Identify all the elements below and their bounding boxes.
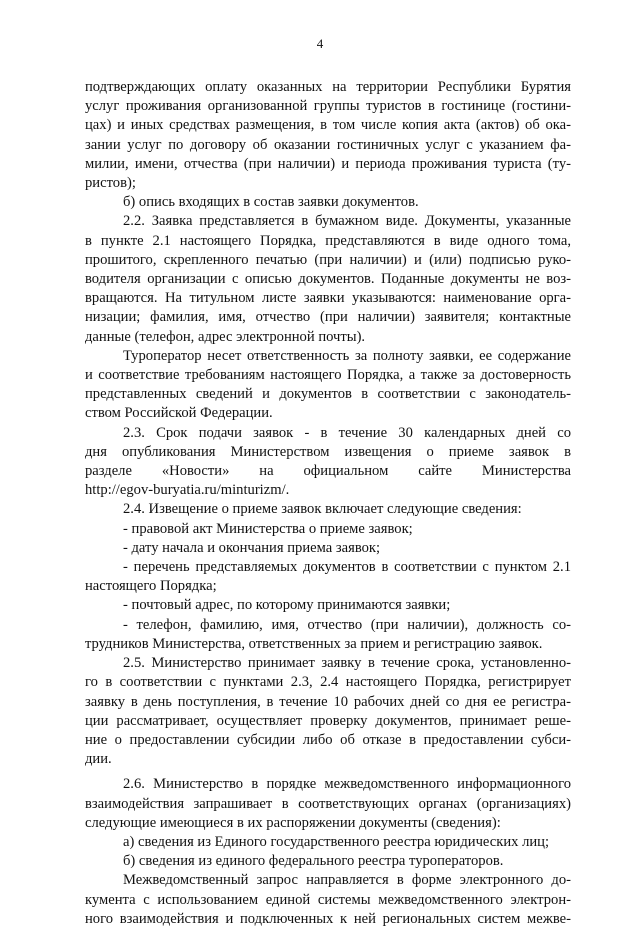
text-line: милии, имени, отчества (при наличии) и периода проживания туриста (ту-	[85, 155, 571, 172]
text-line: ние о предоставлении субсидии либо об отказе в предоставлении субси-	[85, 731, 571, 748]
text-line: данные (телефон, адрес электронной почты).	[85, 328, 366, 345]
text-line: 2.2. Заявка представляется в бумажном виде. Документы, указанные	[123, 213, 571, 230]
text-line: 2.4. Извещение о приеме заявок включает следующие сведения:	[123, 501, 522, 518]
text-line: цах) и иных средствах размещения, в том числе копия акта (актов) об ока-	[85, 117, 571, 134]
text-line: ристов);	[85, 175, 136, 192]
text-line: - дату начала и окончания приема заявок;	[123, 539, 381, 556]
text-line: 2.5. Министерство принимает заявку в течение срока, установленно-	[123, 655, 571, 672]
text-line: ством Российской Федерации.	[85, 405, 273, 422]
text-line: а) сведения из Единого государственного реестра юридических лиц;	[123, 833, 550, 850]
text-line: - правовой акт Министерства о приеме заявок;	[123, 520, 413, 537]
text-line: низации; фамилия, имя, отчество (при наличии) заявителя; контактные	[85, 309, 571, 326]
text-line: в пункте 2.1 настоящего Порядка, представляются в виде одного тома,	[85, 232, 571, 249]
text-line: прошитого, скрепленного печатью (при наличии) и (или) подписью руко-	[85, 251, 571, 268]
text-line: б) сведения из единого федерального реестра туроператоров.	[123, 853, 504, 870]
text-line: го в соответствии с пунктами 2.3, 2.4 настоящего Порядка, регистрирует	[85, 674, 571, 691]
text-line: ции рассматривает, осуществляет проверку документов, принимает реше-	[85, 712, 571, 729]
text-line: заявку в день поступления, в течение 10 рабочих дней со дня ее регистра-	[85, 693, 571, 710]
text-line: 2.6. Министерство в порядке межведомственного информационного	[123, 776, 571, 793]
text-line: - перечень представляемых документов в соответствии с пунктом 2.1	[123, 559, 571, 576]
text-line: дии.	[85, 751, 112, 768]
text-line: трудников Министерства, ответственных за прием и регистрацию заявок.	[85, 635, 543, 652]
text-line: вращаются. На титульном листе заявки указываются: наименование орга-	[85, 290, 571, 307]
text-line: зании услуг по договору об оказании гостиничных услуг с указанием фа-	[85, 136, 571, 153]
document-body	[85, 78, 571, 929]
text-line: и соответствие требованиям настоящего Порядка, а также за достоверность	[85, 367, 571, 384]
text-line: представленных сведений и документов в соответствии с законодатель-	[85, 386, 571, 403]
text-line: Межведомственный запрос направляется в форме электронного до-	[123, 872, 571, 889]
text-line: следующие имеющиеся в их распоряжении документы (сведения):	[85, 814, 501, 831]
text-line: кумента с использованием единой системы межведомственного электрон-	[85, 891, 571, 908]
text-line: - почтовый адрес, по которому принимаются заявки;	[123, 597, 451, 614]
text-line: услуг проживания организованной группы туристов в гостинице (гостини-	[85, 98, 571, 115]
text-line: разделе «Новости» на официальном сайте Министерства	[85, 463, 571, 480]
text-line: настоящего Порядка;	[85, 578, 217, 595]
text-line: ного взаимодействия и подключенных к ней региональных систем межве-	[85, 910, 571, 927]
text-line: Туроператор несет ответственность за полноту заявки, ее содержание	[123, 347, 571, 364]
page-number: 4	[316, 36, 324, 51]
text-line: дня опубликования Министерством извещения о приеме заявок в	[85, 443, 571, 460]
text-line: 2.3. Срок подачи заявок - в течение 30 календарных дней со	[123, 424, 571, 441]
text-line: http://egov-buryatia.ru/minturizm/.	[85, 482, 290, 499]
text-line: водителя организации с описью документов. Поданные документы не воз-	[85, 271, 571, 288]
text-line: б) опись входящих в состав заявки документов.	[123, 194, 419, 211]
text-line: взаимодействия запрашивает в соответствующих органах (организациях)	[85, 795, 571, 812]
text-line: - телефон, фамилию, имя, отчество (при наличии), должность со-	[123, 616, 571, 633]
text-line: подтверждающих оплату оказанных на территории Республики Бурятия	[85, 79, 571, 95]
